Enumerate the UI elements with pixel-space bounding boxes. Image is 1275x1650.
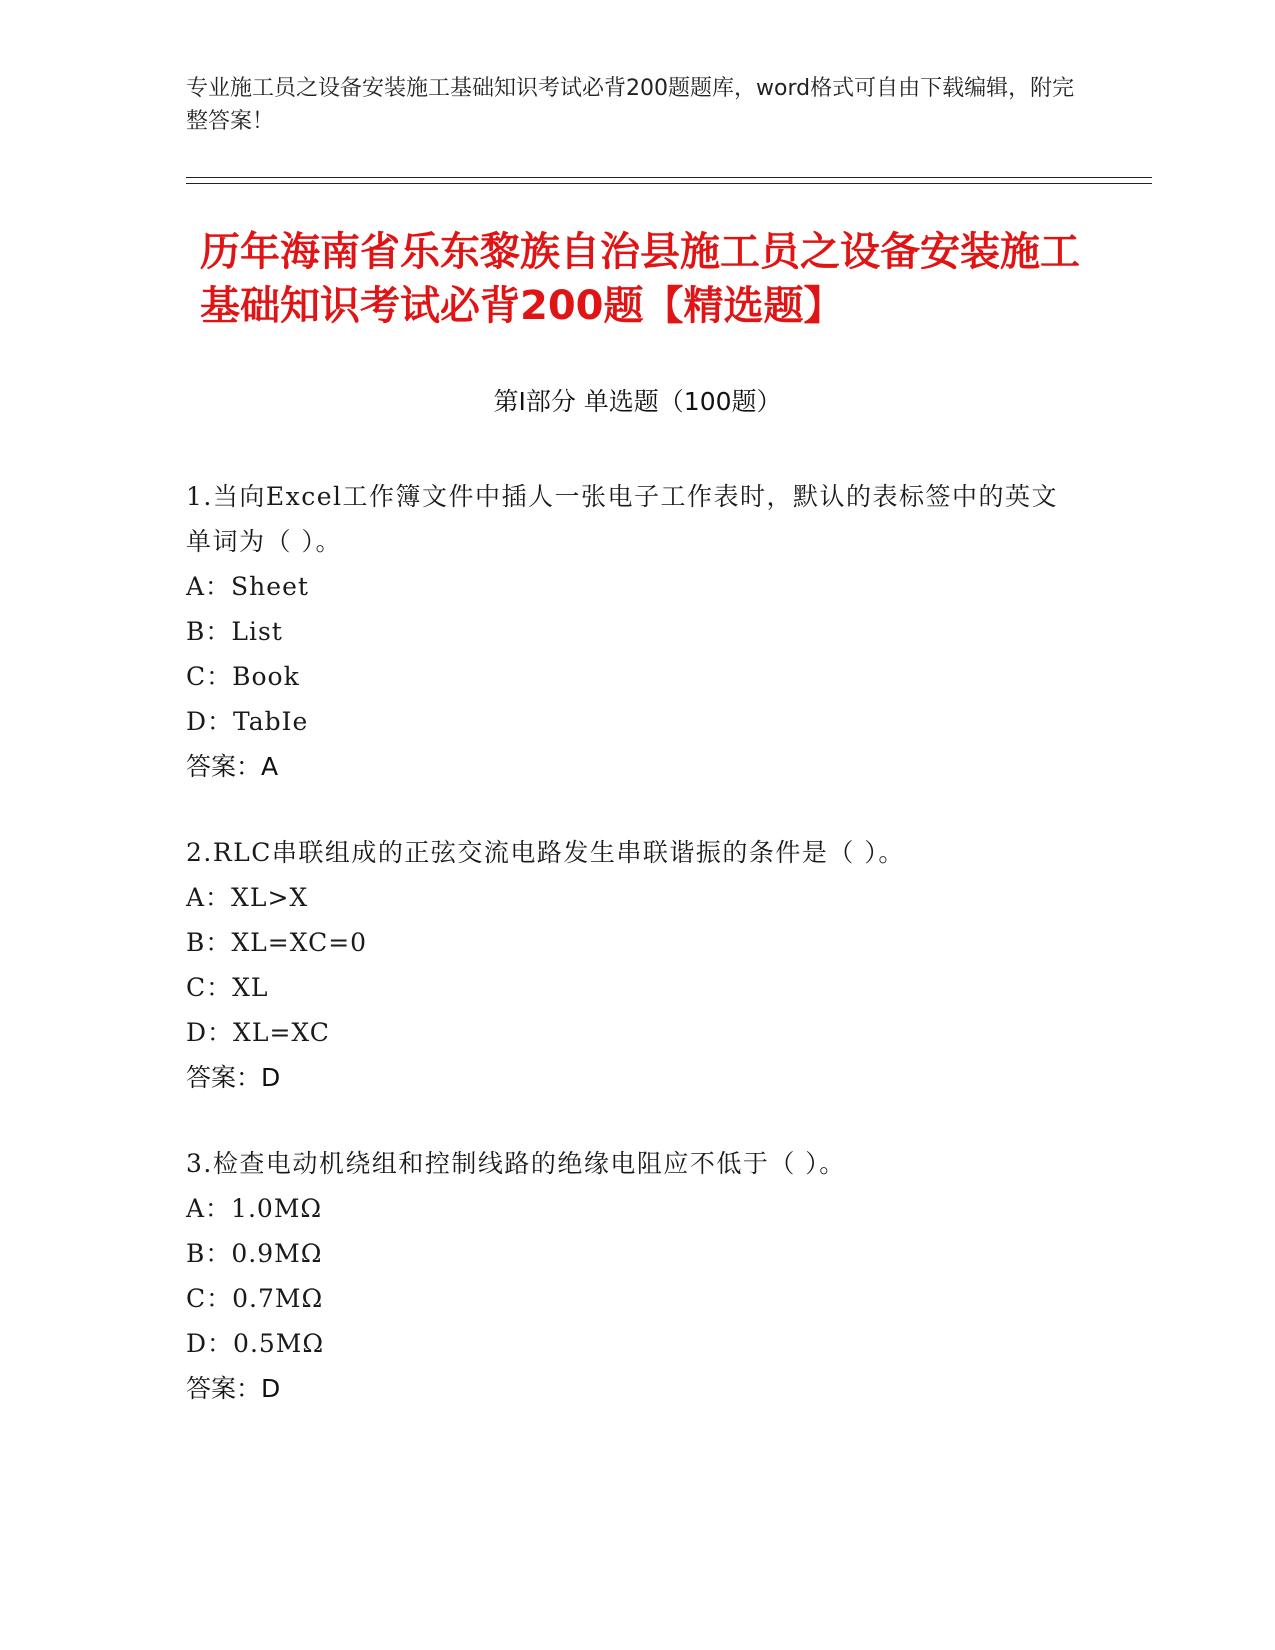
- section-title: 第Ⅰ部分 单选题（100题）: [493, 387, 782, 416]
- option-b: B：0.9MΩ: [186, 1239, 323, 1268]
- document-title: 历年海南省乐东黎族自治县施工员之设备安装施工基础知识考试必背200题【精选题】: [200, 229, 1080, 329]
- question-text: 2.RLC串联组成的正弦交流电路发生串联谐振的条件是（ ）。: [186, 838, 905, 867]
- answer: 答案：D: [186, 1063, 281, 1092]
- question-text: 3.检查电动机绕组和控制线路的绝缘电阻应不低于（ ）。: [186, 1149, 846, 1178]
- option-d: D：0.5MΩ: [186, 1329, 325, 1358]
- question-text: 1.当向Excel工作簿文件中插人一张电子工作表时，默认的表标签中的英文单词为（ ）。: [186, 482, 1058, 556]
- option-b: B：List: [186, 617, 283, 646]
- option-c: C：XL: [186, 973, 269, 1002]
- answer: 答案：A: [186, 752, 279, 781]
- option-d: D：XL=XC: [186, 1018, 330, 1047]
- option-a: A：XL>X: [186, 883, 309, 912]
- option-c: C：Book: [186, 662, 300, 691]
- question-list: [186, 474, 1066, 1452]
- question-2: [186, 830, 1066, 1100]
- option-c: C：0.7MΩ: [186, 1284, 324, 1313]
- question-3: [186, 1141, 1066, 1411]
- header-divider-top: [186, 177, 1152, 178]
- option-b: B：XL=XC=0: [186, 928, 368, 957]
- option-d: D：TabIe: [186, 707, 309, 736]
- header-note: 专业施工员之设备安装施工基础知识考试必背200题题库，word格式可自由下载编辑，附完整答案！: [186, 76, 1075, 134]
- option-a: A：1.0MΩ: [186, 1194, 323, 1223]
- answer: 答案：D: [186, 1374, 281, 1403]
- header-divider-bottom: [186, 183, 1152, 184]
- question-1: [186, 474, 1066, 789]
- option-a: A：Sheet: [186, 572, 309, 601]
